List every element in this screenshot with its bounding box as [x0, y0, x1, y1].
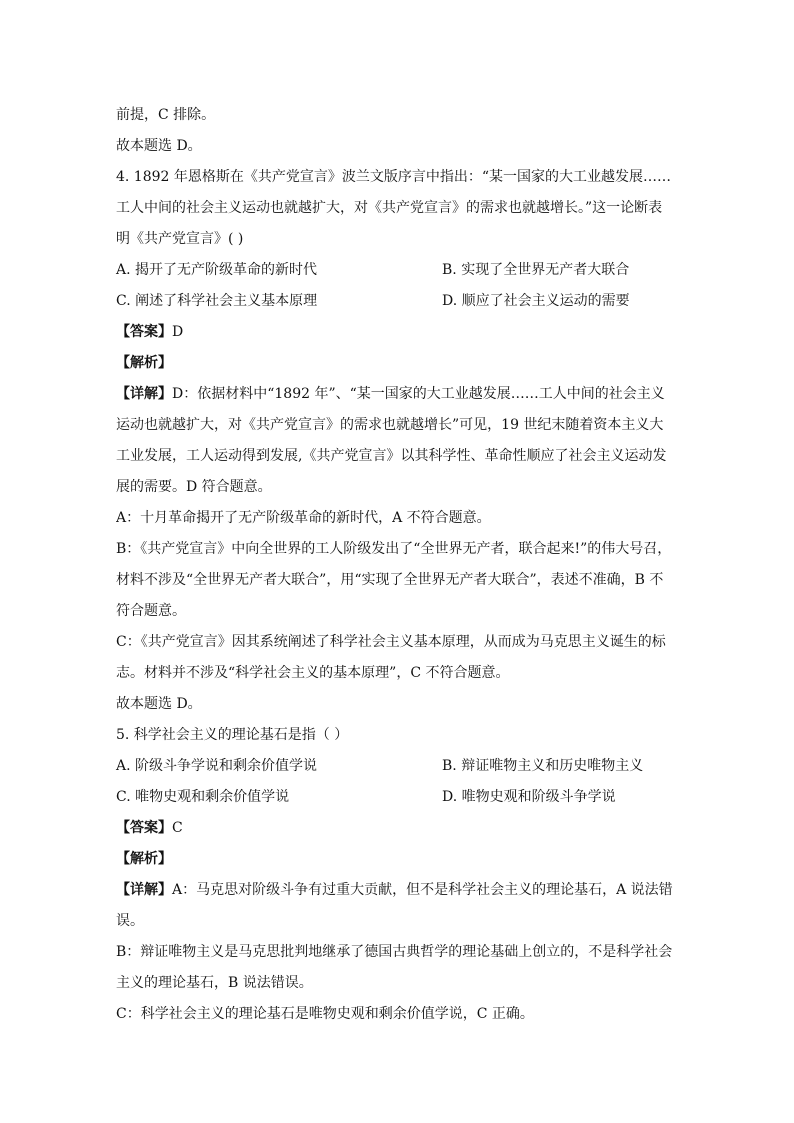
answer-label: 【答案】: [116, 820, 172, 836]
text-line: 前提，C 排除。: [116, 107, 216, 123]
text-line: 故本题选 D。: [116, 138, 202, 154]
answer-line: [116, 317, 686, 348]
detail-line: 工业发展，工人运动得到发展,《共产党宣言》以其科学性、革命性顺应了社会主义运动发: [116, 448, 667, 464]
option-d: D. 唯物史观和阶级斗争学说: [442, 789, 616, 805]
detail-line: [116, 875, 686, 906]
option-c: C. 唯物史观和剩余价值学说: [116, 789, 290, 805]
question-4-stem: 4. 1892 年恩格斯在《共产党宣言》波兰文版序言中指出：“某一国家的大工业越发展……: [116, 169, 672, 185]
detail-line: A：十月革命揭开了无产阶级革命的新时代，A 不符合题意。: [116, 510, 491, 526]
question-4-options-row-2: [116, 286, 686, 317]
detail-line: B：辩证唯物主义是马克思批判地继承了德国古典哲学的理论基础上创立的，不是科学社会: [116, 944, 673, 960]
detail-line: 符合题意。: [116, 603, 186, 619]
option-b: B. 辩证唯物主义和历史唯物主义: [442, 758, 644, 774]
detail-line: C：《共产党宣言》因其系统阐述了科学社会主义基本原理，从而成为马克思主义诞生的标: [116, 634, 666, 650]
detail-label: 【详解】: [116, 386, 172, 402]
document-page: [116, 100, 686, 1030]
answer-line: [116, 813, 686, 844]
detail-line: 误。: [116, 913, 144, 929]
analysis-line: [116, 844, 686, 875]
detail-line: B：《共产党宣言》中向全世界的工人阶级发出了“全世界无产者，联合起来!”的伟大号召，: [116, 541, 672, 557]
question-4-stem: 工人中间的社会主义运动也就越扩大，对《共产党宣言》的需求也就越增长。”这一论断表: [116, 200, 663, 216]
answer-value: D: [172, 324, 184, 340]
question-5-options-row-1: [116, 751, 686, 782]
question-4-options-row-1: [116, 255, 686, 286]
detail-line: 故本题选 D。: [116, 696, 202, 712]
answer-value: C: [172, 820, 183, 836]
analysis-label: 【解析】: [116, 851, 172, 867]
question-5-stem: 5. 科学社会主义的理论基石是指（ ）: [116, 727, 349, 743]
option-d: D. 顺应了社会主义运动的需要: [442, 293, 630, 309]
option-c: C. 阐述了科学社会主义基本原理: [116, 293, 318, 309]
detail-line: C：科学社会主义的理论基石是唯物史观和剩余价值学说，C 正确。: [116, 1006, 534, 1022]
detail-line: 材料不涉及“全世界无产者大联合”，用“实现了全世界无产者大联合”，表述不准确，B 不: [116, 572, 664, 588]
detail-line: 主义的理论基石，B 说法错误。: [116, 975, 313, 991]
detail-text: A：马克思对阶级斗争有过重大贡献，但不是科学社会主义的理论基石，A 说法错: [172, 882, 673, 898]
detail-label: 【详解】: [116, 882, 172, 898]
detail-line: 展的需要。D 符合题意。: [116, 479, 272, 495]
detail-text: D：依据材料中“1892 年”、“某一国家的大工业越发展……工人中间的社会主义: [172, 386, 665, 402]
option-a: A. 揭开了无产阶级革命的新时代: [116, 262, 318, 278]
detail-line: [116, 379, 686, 410]
option-b: B. 实现了全世界无产者大联合: [442, 262, 630, 278]
detail-line: 志。材料并不涉及“科学社会主义的基本原理”，C 不符合题意。: [116, 665, 510, 681]
option-a: A. 阶级斗争学说和剩余价值学说: [116, 758, 318, 774]
answer-label: 【答案】: [116, 324, 172, 340]
detail-line: 运动也就越扩大，对《共产党宣言》的需求也就越增长”可见，19 世纪末随着资本主义大: [116, 417, 664, 433]
question-5-options-row-2: [116, 782, 686, 813]
analysis-label: 【解析】: [116, 355, 172, 371]
analysis-line: [116, 348, 686, 379]
question-4-stem: 明《共产党宣言》( ): [116, 231, 244, 247]
